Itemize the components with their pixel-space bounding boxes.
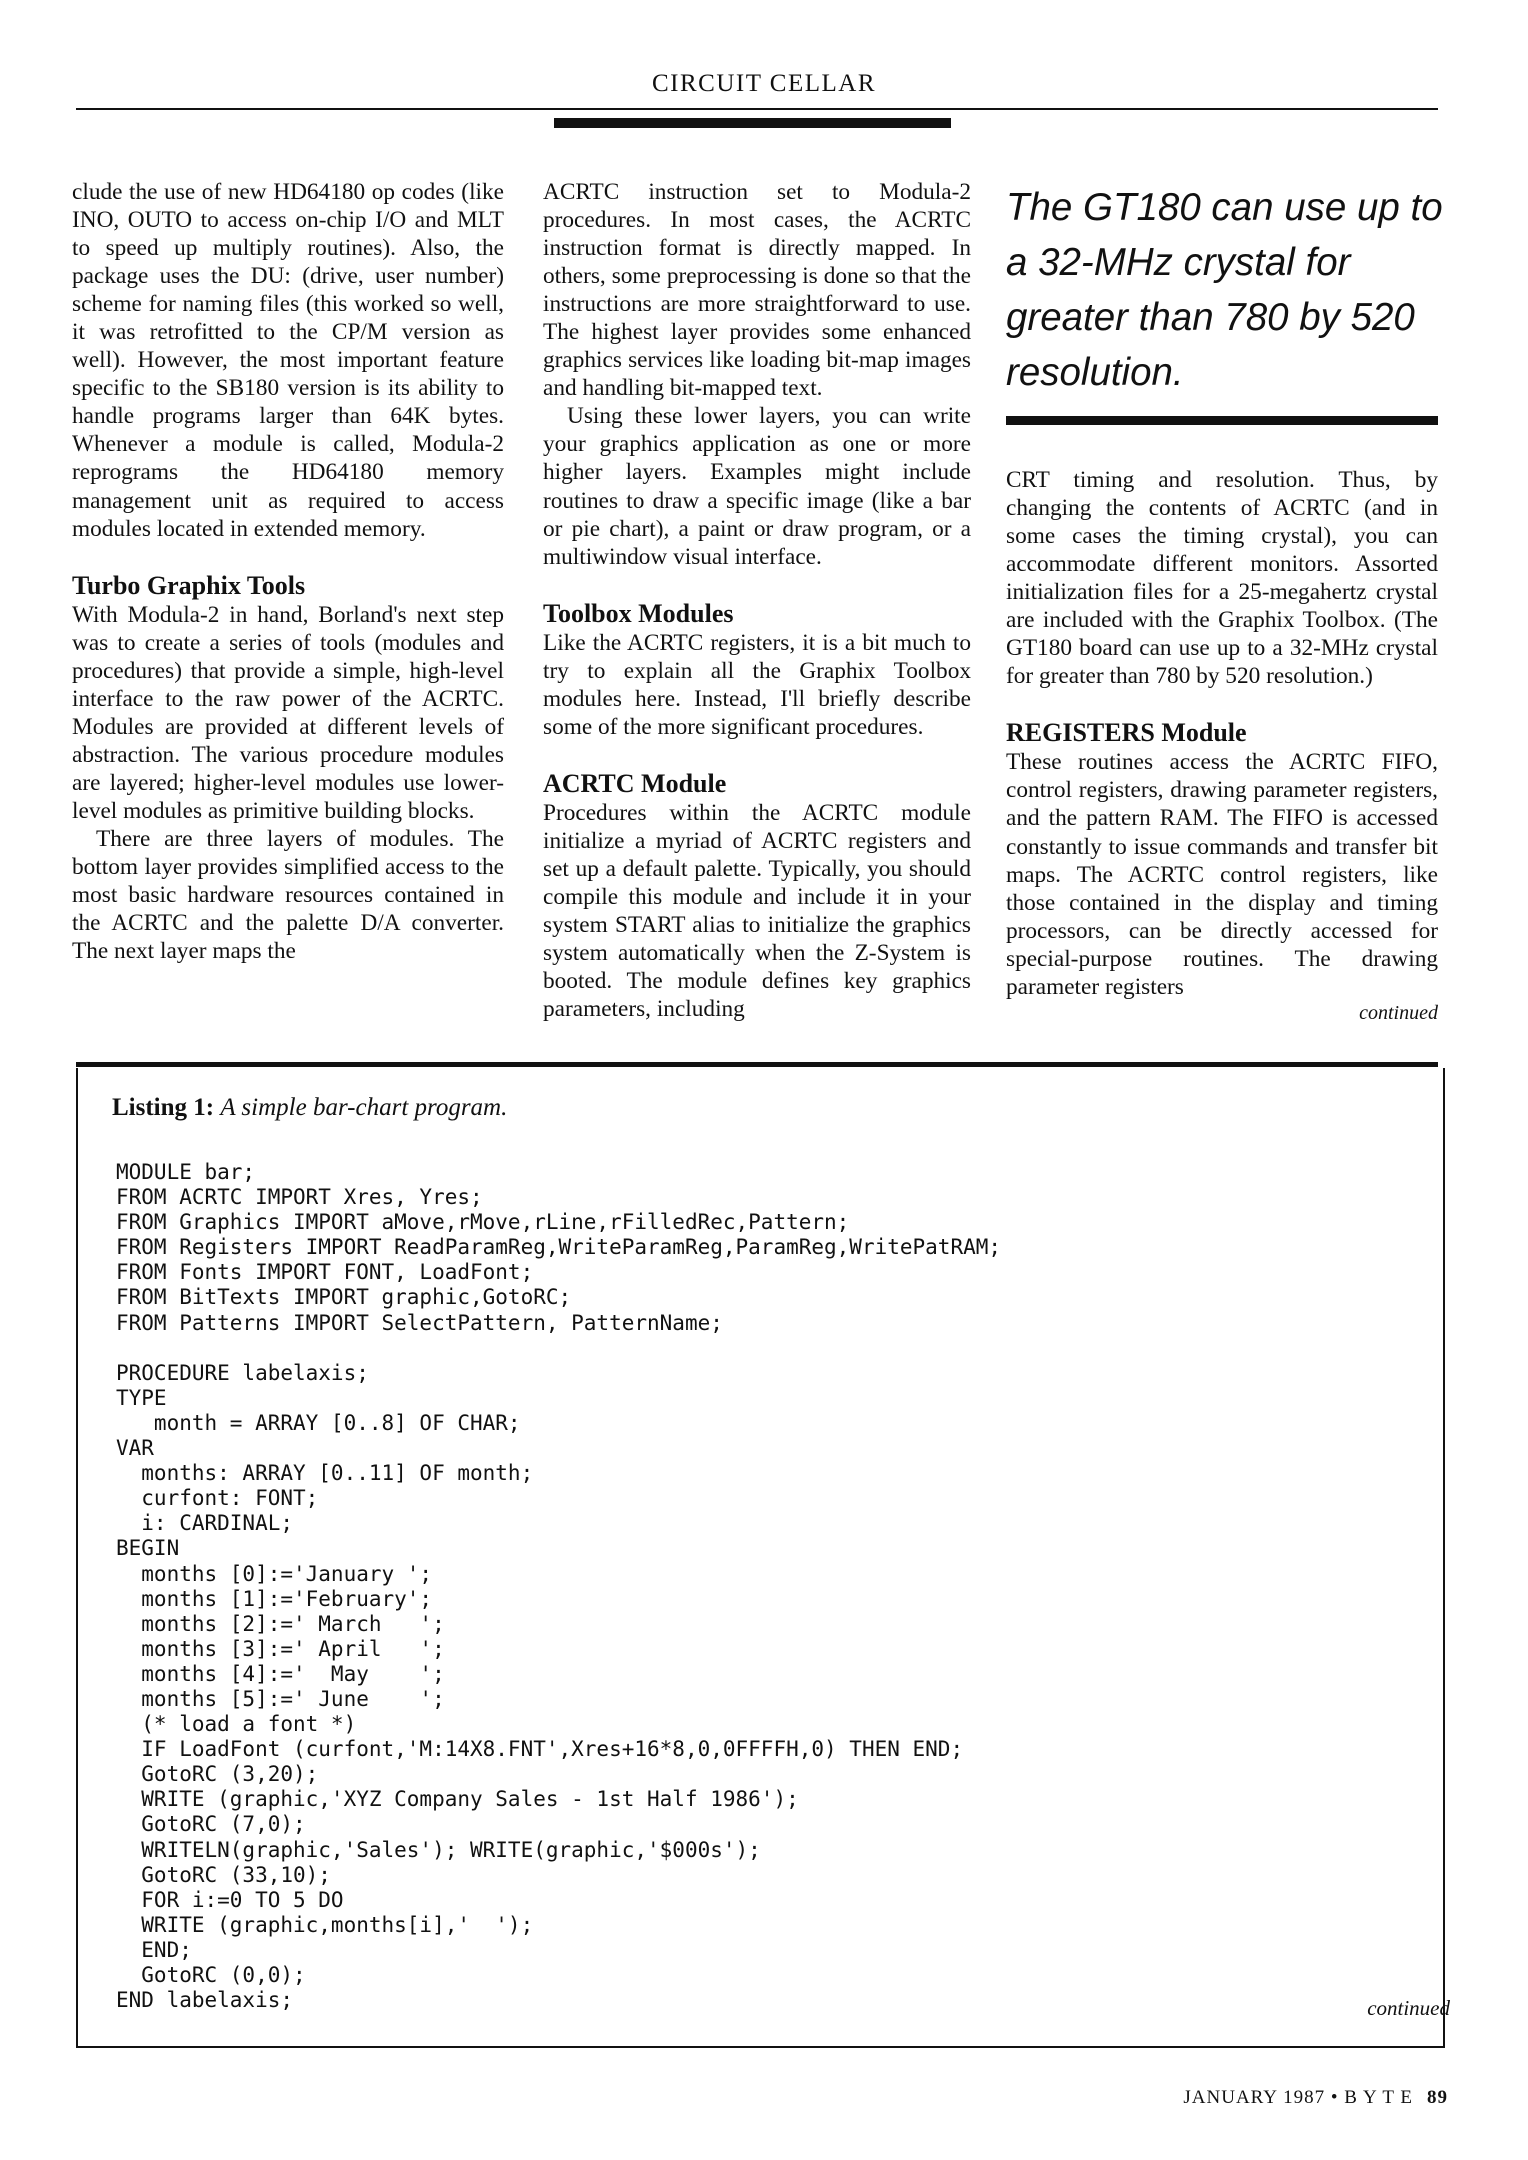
page-number: 89 [1427,2087,1448,2108]
col2-paragraph: Using these lower layers, you can write your graphics application as one or more higher layers. Examples might include routines to draw a specific image (like a bar or pie chart), a paint or draw program, or a multiwindow visual interface. [543,403,971,570]
pull-quote: The GT180 can use up to a 32-MHz crystal for greater than 780 by 520 resolution. [1006,186,1443,394]
col1-paragraph: With Modula-2 in hand, Borland's next step was to create a series of tools (modules and procedures) that provide a simple, high-level interface to the raw power of the ACRTC. Modules are provided at different levels of abstraction. The various procedure modules are layered; higher-level modules use lower-level modules as primitive building blocks. [72,601,504,824]
header-rule [76,108,1438,110]
col1-paragraph: There are three layers of modules. The bottom layer provides simplified access to the most basic hardware resources contained in the ACRTC and the palette D/A converter. The next layer maps the [72,825,504,965]
footer-issue: JANUARY 1987 • B Y T E [1183,2087,1413,2108]
header-thick-bar [554,118,951,128]
col3-paragraph: These routines access the ACRTC FIFO, control registers, drawing parameter registers, and the pattern RAM. The FIFO is accessed constantly to issue commands and transfer bit maps. The ACRTC control registers, like those contained in the display and timing processors, can be directly accessed for special-purpose routines. The drawing parameter registers [1006,749,1438,1000]
listing-label: Listing 1: [112,1094,215,1121]
section-heading-registers-module: REGISTERS Module [1006,718,1247,748]
listing-code: MODULE bar; FROM ACRTC IMPORT Xres, Yres; FROM Graphics IMPORT aMove,rMove,rLine,rFilledRec,Pattern; FROM Registers IMPORT ReadParamReg,WriteParamReg,ParamReg,WritePatRAM; FROM Fonts IMPORT FONT, LoadFont; FROM BitTexts IMPORT graphic,GotoRC; FROM Patterns IMPORT SelectPattern, PatternName; PROCEDURE labelaxis; TYPE month = ARRAY [0..8] OF CHAR; VAR months: ARRAY [0..11] OF month; curfont: FONT; i: CARDINAL; BEGIN months [0]:='January '; months [1]:='February'; months [2]:=' March '; months [3]:=' April '; months [4]:=' May '; months [5]:=' June '; (* load a font *) IF LoadFont (curfont,'M:14X8.FNT',Xres+16*8,0,0FFFFH,0) THEN END; GotoRC (3,20); WRITE (graphic,'XYZ Company Sales - 1st Half 1986'); GotoRC (7,0); WRITELN(graphic,'Sales'); WRITE(graphic,'$000s'); GotoRC (33,10); FOR i:=0 TO 5 DO WRITE (graphic,months[i],' '); END; GotoRC (0,0); END labelaxis; [116,1160,1002,2013]
listing-title [112,1094,507,1122]
column-3 [1006,466,1438,1025]
pull-quote-rule [1006,416,1438,425]
col2-paragraph: ACRTC instruction set to Modula-2 procedures. In most cases, the ACRTC instruction format is directly mapped. In others, some preprocessing is done so that the instructions are more straightforward to use. The highest layer provides some enhanced graphics services like loading bit-map images and handling bit-mapped text. [543,179,971,402]
col1-paragraph: clude the use of new HD64180 op codes (like INO, OUTO to access on-chip I/O and MLT to speed up multiply routines). Also, the package uses the DU: (drive, user number) scheme for naming files (this worked so well, it was retrofitted to the CP/M version as well). However, the most important feature specific to the SB180 version is its ability to handle programs larger than 64K bytes. Whenever a module is called, Modula-2 reprograms the HD64180 memory management unit as required to access modules located in extended memory. [72,179,504,542]
column-2 [543,178,971,1023]
listing-caption: A simple bar-chart program. [220,1094,508,1121]
section-heading-turbo-graphix: Turbo Graphix Tools [72,570,306,600]
continued-label: continued [1359,1001,1438,1024]
listing-continued-label: continued [1367,1996,1450,2020]
page-footer [1100,2087,1448,2109]
listing-top-rule [76,1062,1438,1067]
col2-paragraph: Like the ACRTC registers, it is a bit much to try to explain all the Graphix Toolbox modules here. Instead, I'll briefly describe some of the more significant procedures. [543,629,971,740]
col3-paragraph: CRT timing and resolution. Thus, by changing the contents of ACRTC (and in some cases the timing crystal), you can accommodate different monitors. Assorted initialization files for a 25-megahertz crystal are included with the Graphix Toolbox. (The GT180 board can use up to a 32-MHz crystal for greater than 780 by 520 resolution.) [1006,467,1438,690]
col2-paragraph: Procedures within the ACRTC module initialize a myriad of ACRTC registers and set up a default palette. Typically, you should compile this module and include it in your system START alias to initialize the graphics system automatically when the Z-System is booted. The module defines key graphics parameters, including [543,799,971,1023]
section-heading-acrtc-module: ACRTC Module [543,768,727,798]
section-heading-toolbox-modules: Toolbox Modules [543,598,734,628]
running-header: CIRCUIT CELLAR [651,70,876,97]
column-1 [72,178,504,965]
